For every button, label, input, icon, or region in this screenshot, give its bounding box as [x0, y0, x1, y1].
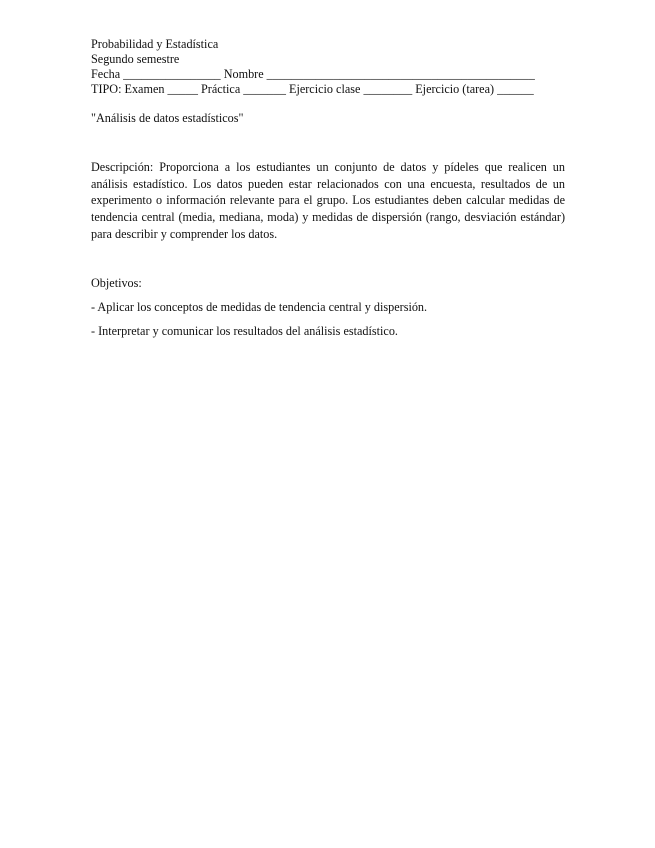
objective-item-1: - Aplicar los conceptos de medidas de tendencia central y dispersión.: [91, 299, 428, 314]
date-name-line: Fecha ________________ Nombre ____________________________________________: [91, 67, 535, 81]
objective-item-2: - Interpretar y comunicar los resultados del análisis estadístico.: [91, 323, 398, 338]
objectives-heading: Objetivos:: [91, 275, 142, 290]
course-name: Probabilidad y Estadística: [91, 37, 219, 51]
semester: Segundo semestre: [91, 52, 180, 66]
activity-description: Descripción: Proporciona a los estudiantes un conjunto de datos y pídeles que realicen un análisis estadístico. Los datos pueden estar relacionados con una encuesta, resultados de un experimento o información relevante para el grupo. Los estudiantes deben calcular medidas de tendencia central (media, mediana, moda) y medidas de dispersión (rango, desviación estándar) para describir y comprender los datos.: [91, 160, 565, 241]
document-content: [91, 37, 565, 339]
activity-title: "Análisis de datos estadísticos": [91, 111, 244, 125]
type-line: TIPO: Examen _____ Práctica _______ Ejercicio clase ________ Ejercicio (tarea) ______: [91, 82, 534, 96]
